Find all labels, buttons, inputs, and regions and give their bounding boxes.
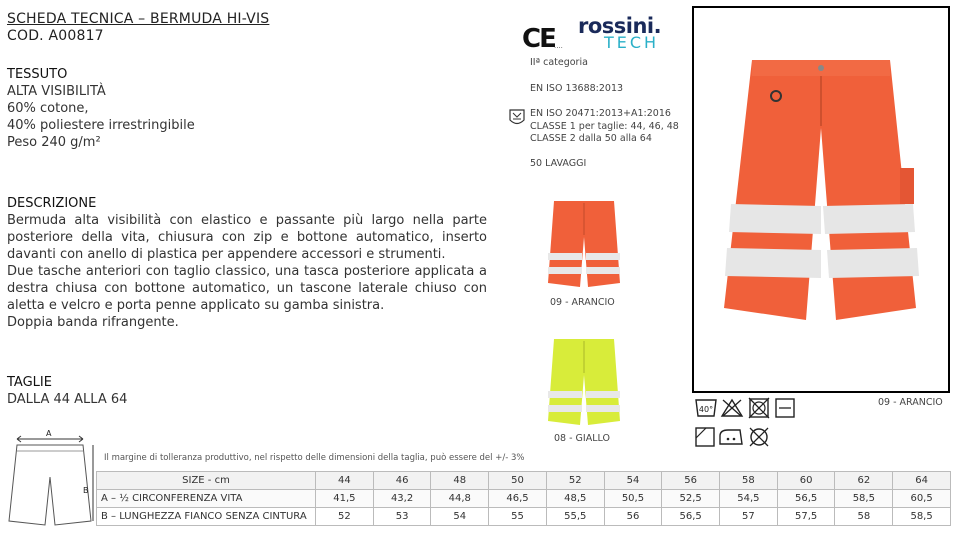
table-cell: 55,5 — [546, 508, 604, 526]
category-text: IIª categoria — [530, 57, 588, 68]
page-title: SCHEDA TECNICA – BERMUDA HI-VIS — [7, 11, 270, 27]
label-a: A — [46, 429, 52, 438]
table-cell: 52,5 — [662, 490, 720, 508]
svg-text:40°: 40° — [698, 405, 714, 414]
sizes-range: DALLA 44 ALLA 64 — [7, 392, 128, 407]
fabric-section — [7, 67, 195, 151]
ce-mark: CE — [522, 24, 555, 54]
fabric-line: ALTA VISIBILITÀ — [7, 84, 106, 99]
table-cell: 58,5 — [893, 508, 951, 526]
fabric-line: Peso 240 g/m² — [7, 135, 101, 150]
main-product-image — [694, 8, 948, 391]
title-block — [7, 11, 269, 45]
table-row — [97, 508, 951, 526]
tech-logo: TECH — [604, 33, 660, 52]
size-header-cell: 58 — [720, 472, 778, 490]
variant-orange-caption: 09 - ARANCIO — [550, 297, 615, 308]
row-label: A – ½ CIRCONFERENZA VITA — [97, 490, 316, 508]
table-cell: 60,5 — [893, 490, 951, 508]
description-paragraph: Bermuda alta visibilità con elastico e passante più largo nella parte posteriore della vita, chiusura con zip e bottone automatico, inserto davanti con anello di plastica per appendere accessori e strumenti. — [7, 213, 487, 262]
table-cell: 54,5 — [720, 490, 778, 508]
table-cell: 57,5 — [777, 508, 835, 526]
washes-text: 50 LAVAGGI — [530, 158, 587, 169]
fabric-heading: TESSUTO — [7, 67, 68, 82]
table-cell: 46,5 — [489, 490, 547, 508]
table-cell: 58 — [835, 508, 893, 526]
size-header-cell: 54 — [604, 472, 662, 490]
size-header-cell: 64 — [893, 472, 951, 490]
size-header-cell: 52 — [546, 472, 604, 490]
size-header-cell: 56 — [662, 472, 720, 490]
hi-vis-icon — [508, 108, 526, 128]
table-cell: 41,5 — [316, 490, 374, 508]
table-cell: 57 — [720, 508, 778, 526]
variant-orange-image — [546, 197, 622, 291]
table-cell: 54 — [431, 508, 489, 526]
description-section — [7, 196, 487, 331]
size-header-cell: 44 — [316, 472, 374, 490]
fabric-line: 40% poliestere irrestringibile — [7, 118, 195, 133]
description-paragraph: Doppia banda rifrangente. — [7, 315, 179, 330]
iso-13688: EN ISO 13688:2013 — [530, 83, 624, 94]
row-label: B – LUNGHEZZA FIANCO SENZA CINTURA — [97, 508, 316, 526]
size-table-header-row — [97, 472, 951, 490]
table-cell: 50,5 — [604, 490, 662, 508]
table-row — [97, 490, 951, 508]
sizes-heading: TAGLIE — [7, 375, 52, 390]
ce-dots: .... — [554, 42, 563, 50]
label-b: B — [83, 486, 89, 495]
iso-20471 — [530, 108, 679, 146]
sizes-section — [7, 375, 127, 408]
table-cell: 56 — [604, 508, 662, 526]
variant-yellow-image — [546, 335, 622, 429]
shade-dry-icon — [696, 428, 714, 446]
table-cell: 56,5 — [777, 490, 835, 508]
table-cell: 43,2 — [373, 490, 431, 508]
fabric-line: 60% cotone, — [7, 101, 89, 116]
main-photo-caption: 09 - ARANCIO — [878, 397, 943, 408]
size-header-cell: 62 — [835, 472, 893, 490]
rossini-logo: rossini. — [578, 14, 662, 38]
main-photo-frame — [692, 6, 950, 393]
size-header-cell: 50 — [489, 472, 547, 490]
size-table — [96, 471, 951, 526]
size-header-cell: 60 — [777, 472, 835, 490]
table-cell: 52 — [316, 508, 374, 526]
class-1-text: CLASSE 1 per taglie: 44, 46, 48 — [530, 120, 679, 132]
measurement-diagram — [5, 429, 101, 531]
description-paragraph: Due tasche anteriori con taglio classico, una tasca posteriore applicata a destra chiusa con bottone automatico, un tascone laterale chiuso con aletta e velcro e porta penne applicato su gamba sinistra. — [7, 264, 487, 313]
description-heading: DESCRIZIONE — [7, 196, 97, 211]
size-header-label: SIZE - cm — [97, 472, 316, 490]
table-cell: 44,8 — [431, 490, 489, 508]
variant-yellow-caption: 08 - GIALLO — [554, 433, 610, 444]
size-header-cell: 46 — [373, 472, 431, 490]
class-2-text: CLASSE 2 dalla 50 alla 64 — [530, 133, 652, 144]
table-cell: 58,5 — [835, 490, 893, 508]
tolerance-note: Il margine di tolleranza produttivo, nel rispetto delle dimensioni della taglia, può essere del +/- 3% — [104, 453, 525, 463]
iso-20471-text: EN ISO 20471:2013+A1:2016 — [530, 108, 671, 119]
table-cell: 48,5 — [546, 490, 604, 508]
iron-low-icon — [720, 430, 742, 444]
size-header-cell: 48 — [431, 472, 489, 490]
care-icons — [694, 396, 804, 448]
table-cell: 55 — [489, 508, 547, 526]
table-cell: 53 — [373, 508, 431, 526]
product-code: COD. A00817 — [7, 28, 104, 44]
table-cell: 56,5 — [662, 508, 720, 526]
